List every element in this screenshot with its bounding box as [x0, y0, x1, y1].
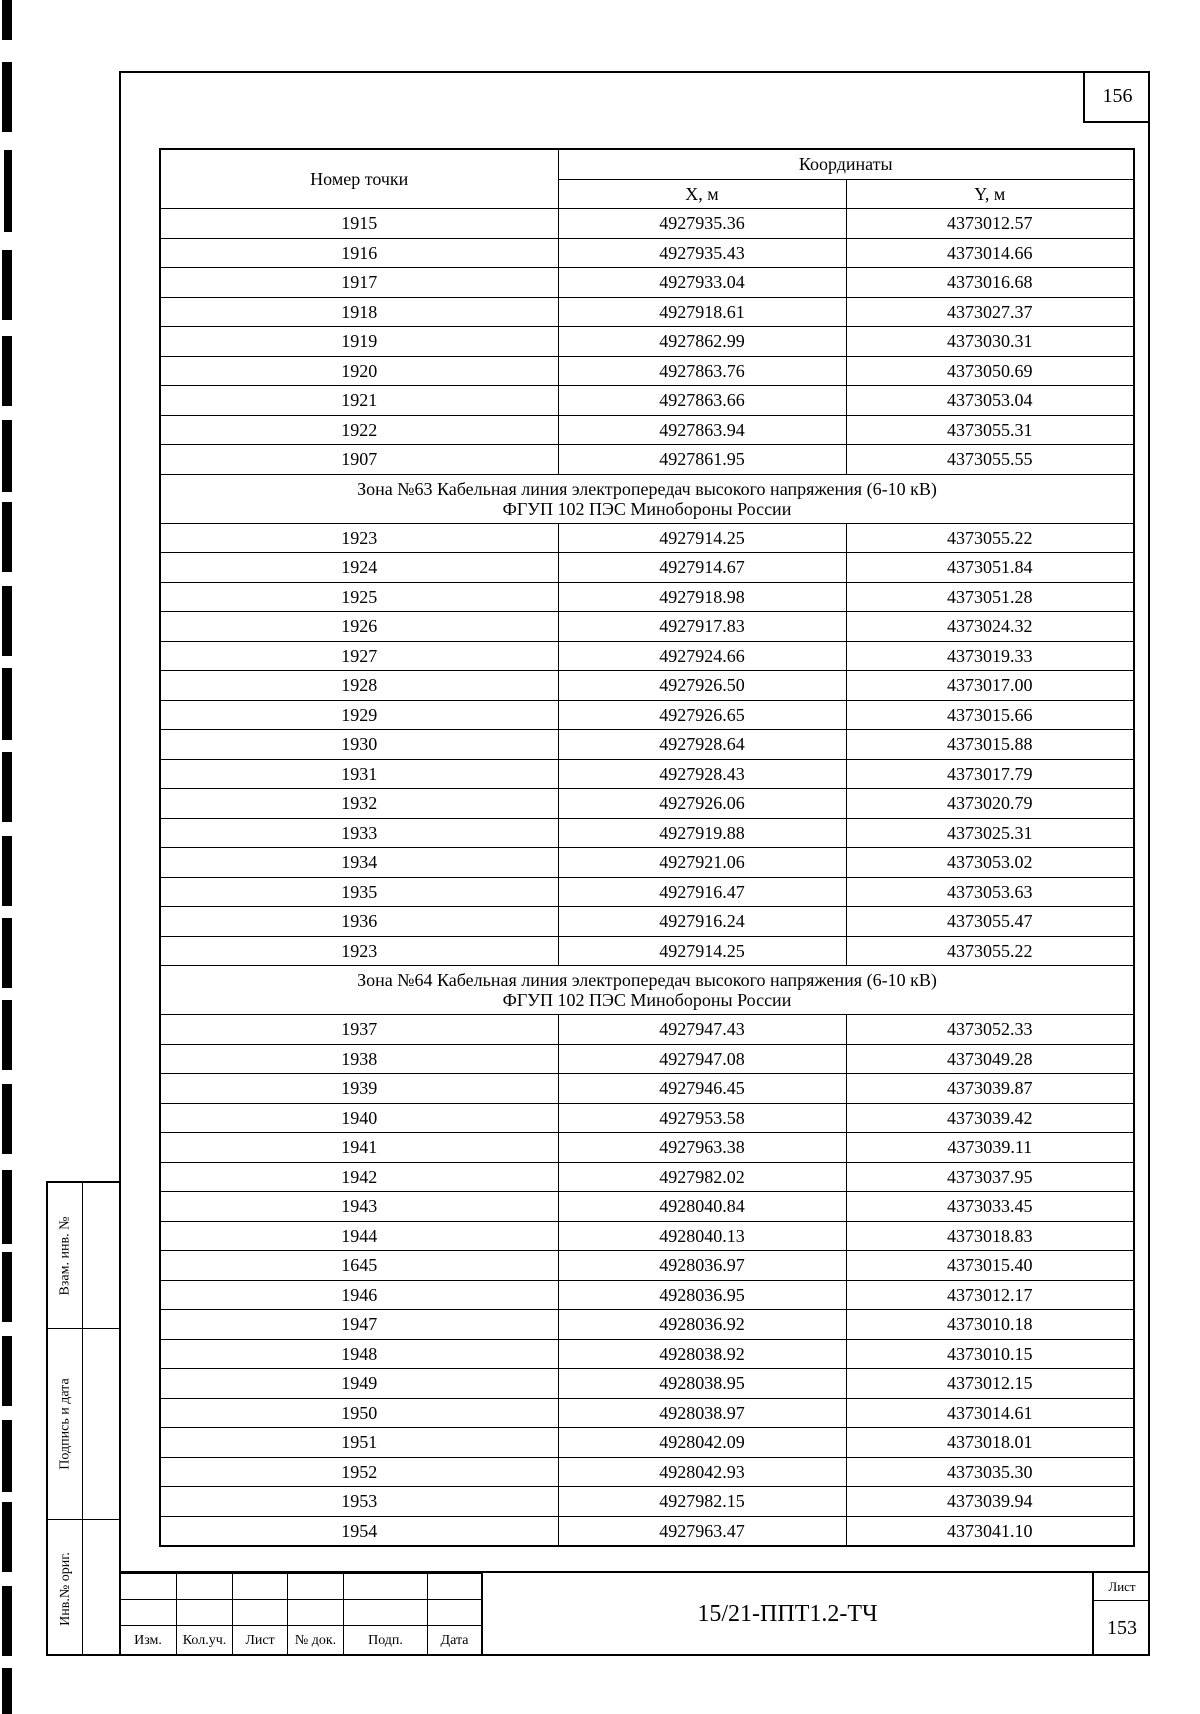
scan-mark [2, 586, 12, 656]
y-coordinate-cell: 4373030.31 [846, 327, 1134, 357]
table-row [160, 415, 1134, 445]
tb-col-sheet: Лист [233, 1626, 288, 1656]
y-coordinate-cell: 4373052.33 [846, 1015, 1134, 1045]
scan-mark [2, 752, 12, 822]
point-number-cell: 1949 [160, 1369, 558, 1399]
y-coordinate-cell: 4373055.22 [846, 523, 1134, 553]
point-number-cell: 1940 [160, 1103, 558, 1133]
scan-mark [2, 336, 12, 406]
x-coordinate-cell: 4927914.25 [558, 936, 846, 966]
zone-64-header-group [160, 966, 1134, 1015]
x-coordinate-cell: 4927917.83 [558, 612, 846, 642]
table-row [160, 1457, 1134, 1487]
table-row [160, 1280, 1134, 1310]
x-coordinate-cell: 4927926.65 [558, 700, 846, 730]
table-row [160, 1074, 1134, 1104]
x-coordinate-cell: 4927947.43 [558, 1015, 846, 1045]
y-coordinate-cell: 4373014.61 [846, 1398, 1134, 1428]
point-number-cell: 1951 [160, 1428, 558, 1458]
x-coordinate-cell: 4927918.61 [558, 297, 846, 327]
y-coordinate-cell: 4373050.69 [846, 356, 1134, 386]
side-label-inv-orig: Инв.№ ориг. [57, 1551, 73, 1626]
point-number-cell: 1944 [160, 1221, 558, 1251]
scan-mark [2, 1252, 12, 1322]
x-coordinate-cell: 4928040.84 [558, 1192, 846, 1222]
x-coordinate-cell: 4927916.24 [558, 907, 846, 937]
x-coordinate-cell: 4928038.92 [558, 1339, 846, 1369]
table-row [160, 1369, 1134, 1399]
point-number-cell: 1939 [160, 1074, 558, 1104]
side-label-signature-date: Подпись и дата [57, 1377, 73, 1470]
y-coordinate-cell: 4373053.63 [846, 877, 1134, 907]
y-coordinate-cell: 4373051.28 [846, 582, 1134, 612]
x-coordinate-cell: 4927926.06 [558, 789, 846, 819]
x-coordinate-cell: 4928042.09 [558, 1428, 846, 1458]
scan-mark [2, 62, 12, 132]
y-coordinate-cell: 4373010.18 [846, 1310, 1134, 1340]
scan-mark [2, 668, 12, 740]
y-coordinate-cell: 4373049.28 [846, 1044, 1134, 1074]
x-coordinate-cell: 4927863.66 [558, 386, 846, 416]
x-coordinate-cell: 4927928.43 [558, 759, 846, 789]
zone-64-line1: Зона №64 Кабельная линия электропередач высокого напряжения (6-10 кВ) [357, 970, 937, 990]
table-row [160, 1221, 1134, 1251]
point-number-cell: 1938 [160, 1044, 558, 1074]
header-x: X, м [558, 179, 846, 209]
x-coordinate-cell: 4927863.76 [558, 356, 846, 386]
point-number-cell: 1929 [160, 700, 558, 730]
y-coordinate-cell: 4373055.31 [846, 415, 1134, 445]
zone-63-header-group [160, 474, 1134, 523]
point-number-cell: 1917 [160, 268, 558, 298]
y-coordinate-cell: 4373039.11 [846, 1133, 1134, 1163]
rows-group-c [160, 1015, 1134, 1547]
point-number-cell: 1937 [160, 1015, 558, 1045]
scan-mark [2, 1420, 12, 1492]
y-coordinate-cell: 4373017.79 [846, 759, 1134, 789]
y-coordinate-cell: 4373055.55 [846, 445, 1134, 475]
table-row [160, 730, 1134, 760]
scan-mark [2, 1502, 12, 1572]
y-coordinate-cell: 4373037.95 [846, 1162, 1134, 1192]
x-coordinate-cell: 4927926.50 [558, 671, 846, 701]
table-row [160, 1487, 1134, 1517]
scan-mark [2, 420, 12, 492]
table-row [160, 1162, 1134, 1192]
x-coordinate-cell: 4928036.95 [558, 1280, 846, 1310]
point-number-cell: 1915 [160, 209, 558, 239]
x-coordinate-cell: 4927863.94 [558, 415, 846, 445]
scan-mark [2, 502, 12, 572]
table-row [160, 582, 1134, 612]
table-row [160, 297, 1134, 327]
y-coordinate-cell: 4373033.45 [846, 1192, 1134, 1222]
revision-grid [119, 1573, 482, 1656]
zone-row [160, 474, 1134, 523]
y-coordinate-cell: 4373024.32 [846, 612, 1134, 642]
point-number-cell: 1952 [160, 1457, 558, 1487]
table-row [160, 356, 1134, 386]
point-number-cell: 1948 [160, 1339, 558, 1369]
x-coordinate-cell: 4927914.25 [558, 523, 846, 553]
table-row [160, 1133, 1134, 1163]
scan-mark [2, 918, 12, 988]
point-number-cell: 1935 [160, 877, 558, 907]
x-coordinate-cell: 4927919.88 [558, 818, 846, 848]
x-coordinate-cell: 4927935.36 [558, 209, 846, 239]
table-row [160, 1015, 1134, 1045]
point-number-cell: 1926 [160, 612, 558, 642]
zone-row [160, 966, 1134, 1015]
x-coordinate-cell: 4927918.98 [558, 582, 846, 612]
document-code: 15/21-ППТ1.2-ТЧ [481, 1573, 1092, 1656]
y-coordinate-cell: 4373020.79 [846, 789, 1134, 819]
x-coordinate-cell: 4927963.47 [558, 1516, 846, 1546]
point-number-cell: 1927 [160, 641, 558, 671]
point-number-cell: 1924 [160, 553, 558, 583]
table-row [160, 671, 1134, 701]
x-coordinate-cell: 4928038.97 [558, 1398, 846, 1428]
y-coordinate-cell: 4373025.31 [846, 818, 1134, 848]
table-row [160, 818, 1134, 848]
point-number-cell: 1947 [160, 1310, 558, 1340]
y-coordinate-cell: 4373039.87 [846, 1074, 1134, 1104]
table-row [160, 445, 1134, 475]
scan-mark [2, 1170, 12, 1244]
point-number-cell: 1928 [160, 671, 558, 701]
x-coordinate-cell: 4927953.58 [558, 1103, 846, 1133]
scan-mark [2, 1000, 12, 1070]
table-row [160, 1192, 1134, 1222]
y-coordinate-cell: 4373051.84 [846, 553, 1134, 583]
point-number-cell: 1922 [160, 415, 558, 445]
x-coordinate-cell: 4927914.67 [558, 553, 846, 583]
y-coordinate-cell: 4373015.88 [846, 730, 1134, 760]
x-coordinate-cell: 4927916.47 [558, 877, 846, 907]
tb-col-signature: Подп. [344, 1626, 428, 1656]
x-coordinate-cell: 4927928.64 [558, 730, 846, 760]
x-coordinate-cell: 4928038.95 [558, 1369, 846, 1399]
point-number-cell: 1923 [160, 523, 558, 553]
y-coordinate-cell: 4373019.33 [846, 641, 1134, 671]
table-row [160, 238, 1134, 268]
scan-mark [2, 0, 12, 40]
x-coordinate-cell: 4928036.97 [558, 1251, 846, 1281]
table-row [160, 700, 1134, 730]
table-row [160, 386, 1134, 416]
y-coordinate-cell: 4373027.37 [846, 297, 1134, 327]
point-number-cell: 1907 [160, 445, 558, 475]
x-coordinate-cell: 4927947.08 [558, 1044, 846, 1074]
tb-col-count: Кол.уч. [177, 1626, 233, 1656]
table-row [160, 1428, 1134, 1458]
scan-mark [4, 150, 12, 232]
coordinates-table [159, 148, 1135, 1547]
table-row [160, 789, 1134, 819]
x-coordinate-cell: 4928042.93 [558, 1457, 846, 1487]
table-row [160, 327, 1134, 357]
point-number-cell: 1645 [160, 1251, 558, 1281]
header-point-number: Номер точки [160, 149, 558, 209]
table-row [160, 1516, 1134, 1546]
zone-64-line2: ФГУП 102 ПЭС Минобороны России [502, 990, 792, 1010]
x-coordinate-cell: 4927963.38 [558, 1133, 846, 1163]
point-number-cell: 1953 [160, 1487, 558, 1517]
table-row [160, 877, 1134, 907]
point-number-cell: 1934 [160, 848, 558, 878]
point-number-cell: 1925 [160, 582, 558, 612]
y-coordinate-cell: 4373012.17 [846, 1280, 1134, 1310]
table-row [160, 641, 1134, 671]
x-coordinate-cell: 4927946.45 [558, 1074, 846, 1104]
y-coordinate-cell: 4373055.47 [846, 907, 1134, 937]
x-coordinate-cell: 4927933.04 [558, 268, 846, 298]
header-coordinates: Координаты [558, 149, 1134, 179]
table-row [160, 1103, 1134, 1133]
scan-mark [2, 1668, 12, 1714]
scan-mark [2, 1084, 12, 1154]
table-row [160, 1310, 1134, 1340]
page-corner-number: 156 [1083, 71, 1150, 123]
y-coordinate-cell: 4373015.40 [846, 1251, 1134, 1281]
point-number-cell: 1950 [160, 1398, 558, 1428]
table-row [160, 268, 1134, 298]
y-coordinate-cell: 4373016.68 [846, 268, 1134, 298]
table-row [160, 1251, 1134, 1281]
y-coordinate-cell: 4373018.83 [846, 1221, 1134, 1251]
tb-col-date: Дата [428, 1626, 482, 1656]
y-coordinate-cell: 4373053.04 [846, 386, 1134, 416]
sheet-number: 153 [1092, 1601, 1150, 1656]
point-number-cell: 1932 [160, 789, 558, 819]
table-row [160, 1044, 1134, 1074]
y-coordinate-cell: 4373039.42 [846, 1103, 1134, 1133]
point-number-cell: 1954 [160, 1516, 558, 1546]
y-coordinate-cell: 4373055.22 [846, 936, 1134, 966]
table-row [160, 848, 1134, 878]
y-coordinate-cell: 4373012.57 [846, 209, 1134, 239]
y-coordinate-cell: 4373015.66 [846, 700, 1134, 730]
table-row [160, 209, 1134, 239]
x-coordinate-cell: 4927924.66 [558, 641, 846, 671]
point-number-cell: 1919 [160, 327, 558, 357]
y-coordinate-cell: 4373041.10 [846, 1516, 1134, 1546]
y-coordinate-cell: 4373017.00 [846, 671, 1134, 701]
zone-63-line2: ФГУП 102 ПЭС Минобороны России [502, 498, 792, 519]
side-label-replaced-inv: Взам. инв. № [57, 1216, 73, 1295]
point-number-cell: 1943 [160, 1192, 558, 1222]
sheet-label: Лист [1092, 1573, 1150, 1601]
point-number-cell: 1921 [160, 386, 558, 416]
table-row [160, 759, 1134, 789]
scan-mark [2, 1336, 12, 1406]
point-number-cell: 1916 [160, 238, 558, 268]
side-approval-strip [46, 1181, 119, 1656]
rows-group-a [160, 209, 1134, 475]
table-row [160, 1398, 1134, 1428]
x-coordinate-cell: 4927935.43 [558, 238, 846, 268]
scan-mark [2, 1586, 12, 1656]
scan-mark [2, 836, 12, 906]
point-number-cell: 1930 [160, 730, 558, 760]
point-number-cell: 1942 [160, 1162, 558, 1192]
header-y: Y, м [846, 179, 1134, 209]
y-coordinate-cell: 4373012.15 [846, 1369, 1134, 1399]
x-coordinate-cell: 4927862.99 [558, 327, 846, 357]
y-coordinate-cell: 4373018.01 [846, 1428, 1134, 1458]
x-coordinate-cell: 4927982.02 [558, 1162, 846, 1192]
point-number-cell: 1918 [160, 297, 558, 327]
point-number-cell: 1931 [160, 759, 558, 789]
y-coordinate-cell: 4373010.15 [846, 1339, 1134, 1369]
table-row [160, 523, 1134, 553]
x-coordinate-cell: 4928040.13 [558, 1221, 846, 1251]
point-number-cell: 1933 [160, 818, 558, 848]
zone-64-title [160, 966, 1134, 1015]
x-coordinate-cell: 4928036.92 [558, 1310, 846, 1340]
table-row [160, 612, 1134, 642]
y-coordinate-cell: 4373039.94 [846, 1487, 1134, 1517]
scan-mark [2, 250, 12, 320]
y-coordinate-cell: 4373035.30 [846, 1457, 1134, 1487]
tb-col-doc-number: № док. [288, 1626, 344, 1656]
table-row [160, 936, 1134, 966]
title-block [119, 1571, 1150, 1656]
point-number-cell: 1936 [160, 907, 558, 937]
table-row [160, 907, 1134, 937]
zone-63-line1: Зона №63 Кабельная линия электропередач высокого напряжения (6-10 кВ) [357, 478, 937, 499]
zone-63-title [160, 474, 1134, 523]
y-coordinate-cell: 4373014.66 [846, 238, 1134, 268]
x-coordinate-cell: 4927982.15 [558, 1487, 846, 1517]
point-number-cell: 1941 [160, 1133, 558, 1163]
point-number-cell: 1923 [160, 936, 558, 966]
tb-col-change: Изм. [120, 1626, 177, 1656]
table-row [160, 1339, 1134, 1369]
y-coordinate-cell: 4373053.02 [846, 848, 1134, 878]
table-row [160, 553, 1134, 583]
point-number-cell: 1946 [160, 1280, 558, 1310]
x-coordinate-cell: 4927861.95 [558, 445, 846, 475]
point-number-cell: 1920 [160, 356, 558, 386]
x-coordinate-cell: 4927921.06 [558, 848, 846, 878]
rows-group-b [160, 523, 1134, 966]
